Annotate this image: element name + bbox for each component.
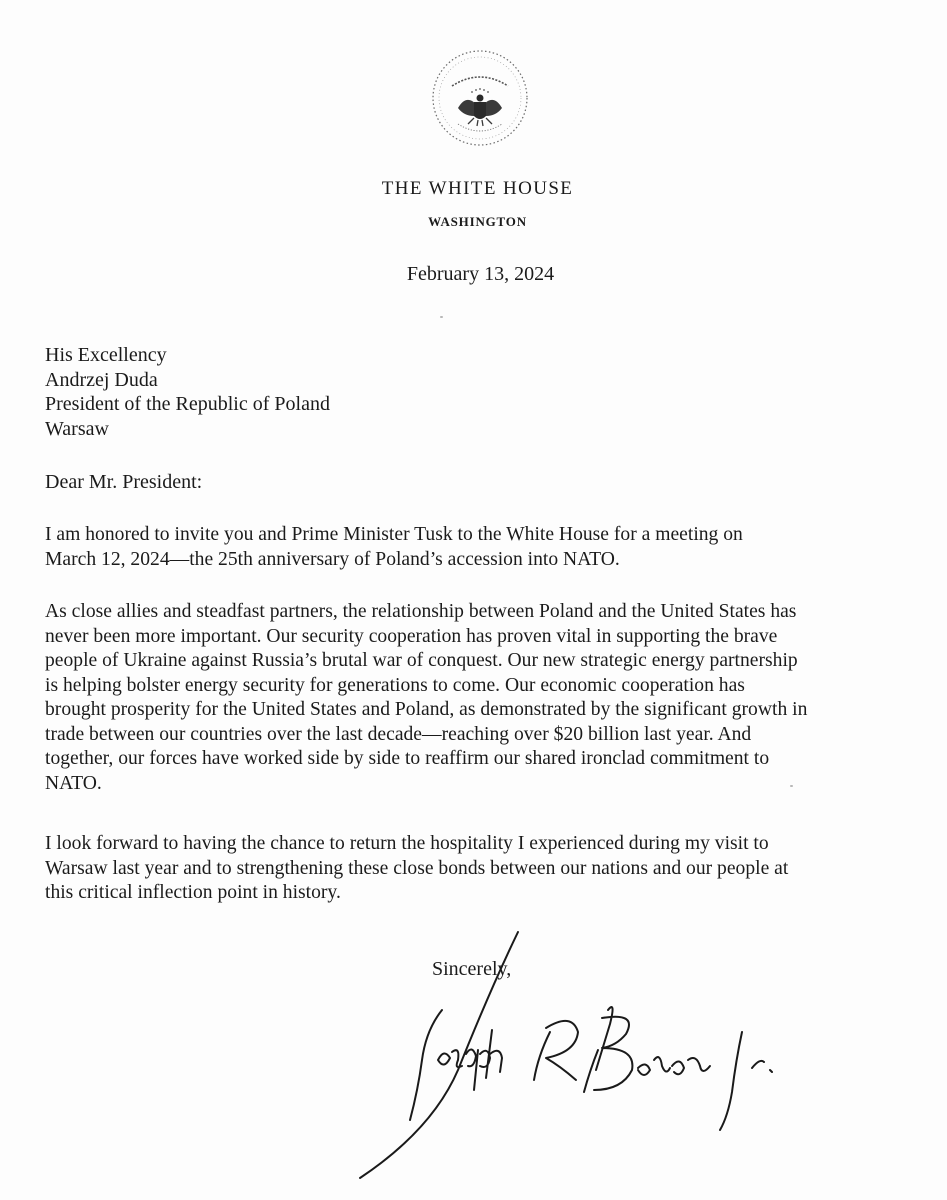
presidential-seal-icon	[428, 46, 532, 150]
paragraph-line: people of Ukraine against Russia’s brutal war of conquest. Our new strategic energy partnership	[45, 650, 798, 671]
paragraph-line: together, our forces have worked side by side to reaffirm our shared ironclad commitment to	[45, 748, 770, 769]
closing: Sincerely,	[432, 958, 512, 980]
paragraph-line: is helping bolster energy security for generations to come. Our economic cooperation has	[45, 674, 745, 696]
paragraph-line: trade between our countries over the last decade—reaching over $20 billion last year. And	[45, 723, 752, 745]
paragraph-line: never been more important. Our security cooperation has proven vital in supporting the brave	[45, 625, 778, 647]
paragraph-line: brought prosperity for the United States and Poland, as demonstrated by the significant growth in	[45, 699, 808, 720]
paragraph	[45, 600, 807, 796]
paragraph-line: I am honored to invite you and Prime Minister Tusk to the White House for a meeting on	[45, 524, 743, 545]
paper-speck	[440, 316, 443, 318]
paragraph-line: this critical inflection point in history.	[45, 882, 341, 903]
recipient-line: Warsaw	[45, 417, 109, 440]
paragraph-line: March 12, 2024—the 25th anniversary of Poland’s accession into NATO.	[45, 548, 620, 570]
letter-date: February 13, 2024	[406, 263, 555, 285]
paragraph-line: As close allies and steadfast partners, the relationship between Poland and the United States has	[45, 601, 797, 622]
signature	[340, 920, 800, 1200]
recipient-line: President of the Republic of Poland	[45, 393, 330, 415]
salutation: Dear Mr. President:	[45, 471, 203, 493]
recipient-line: Andrzej Duda	[45, 368, 158, 391]
paragraph-line: NATO.	[45, 772, 102, 794]
letterhead-subtitle: WASHINGTON	[428, 214, 527, 229]
paragraph-line: Warsaw last year and to strengthening these close bonds between our nations and our people at	[45, 857, 789, 879]
letterhead-title: THE WHITE HOUSE	[381, 178, 574, 199]
paragraph-line: I look forward to having the chance to return the hospitality I experienced during my visit to	[45, 833, 769, 854]
recipient-block	[45, 343, 330, 441]
paragraph	[45, 523, 743, 572]
paragraph	[45, 832, 788, 906]
recipient-line: His Excellency	[45, 344, 167, 366]
